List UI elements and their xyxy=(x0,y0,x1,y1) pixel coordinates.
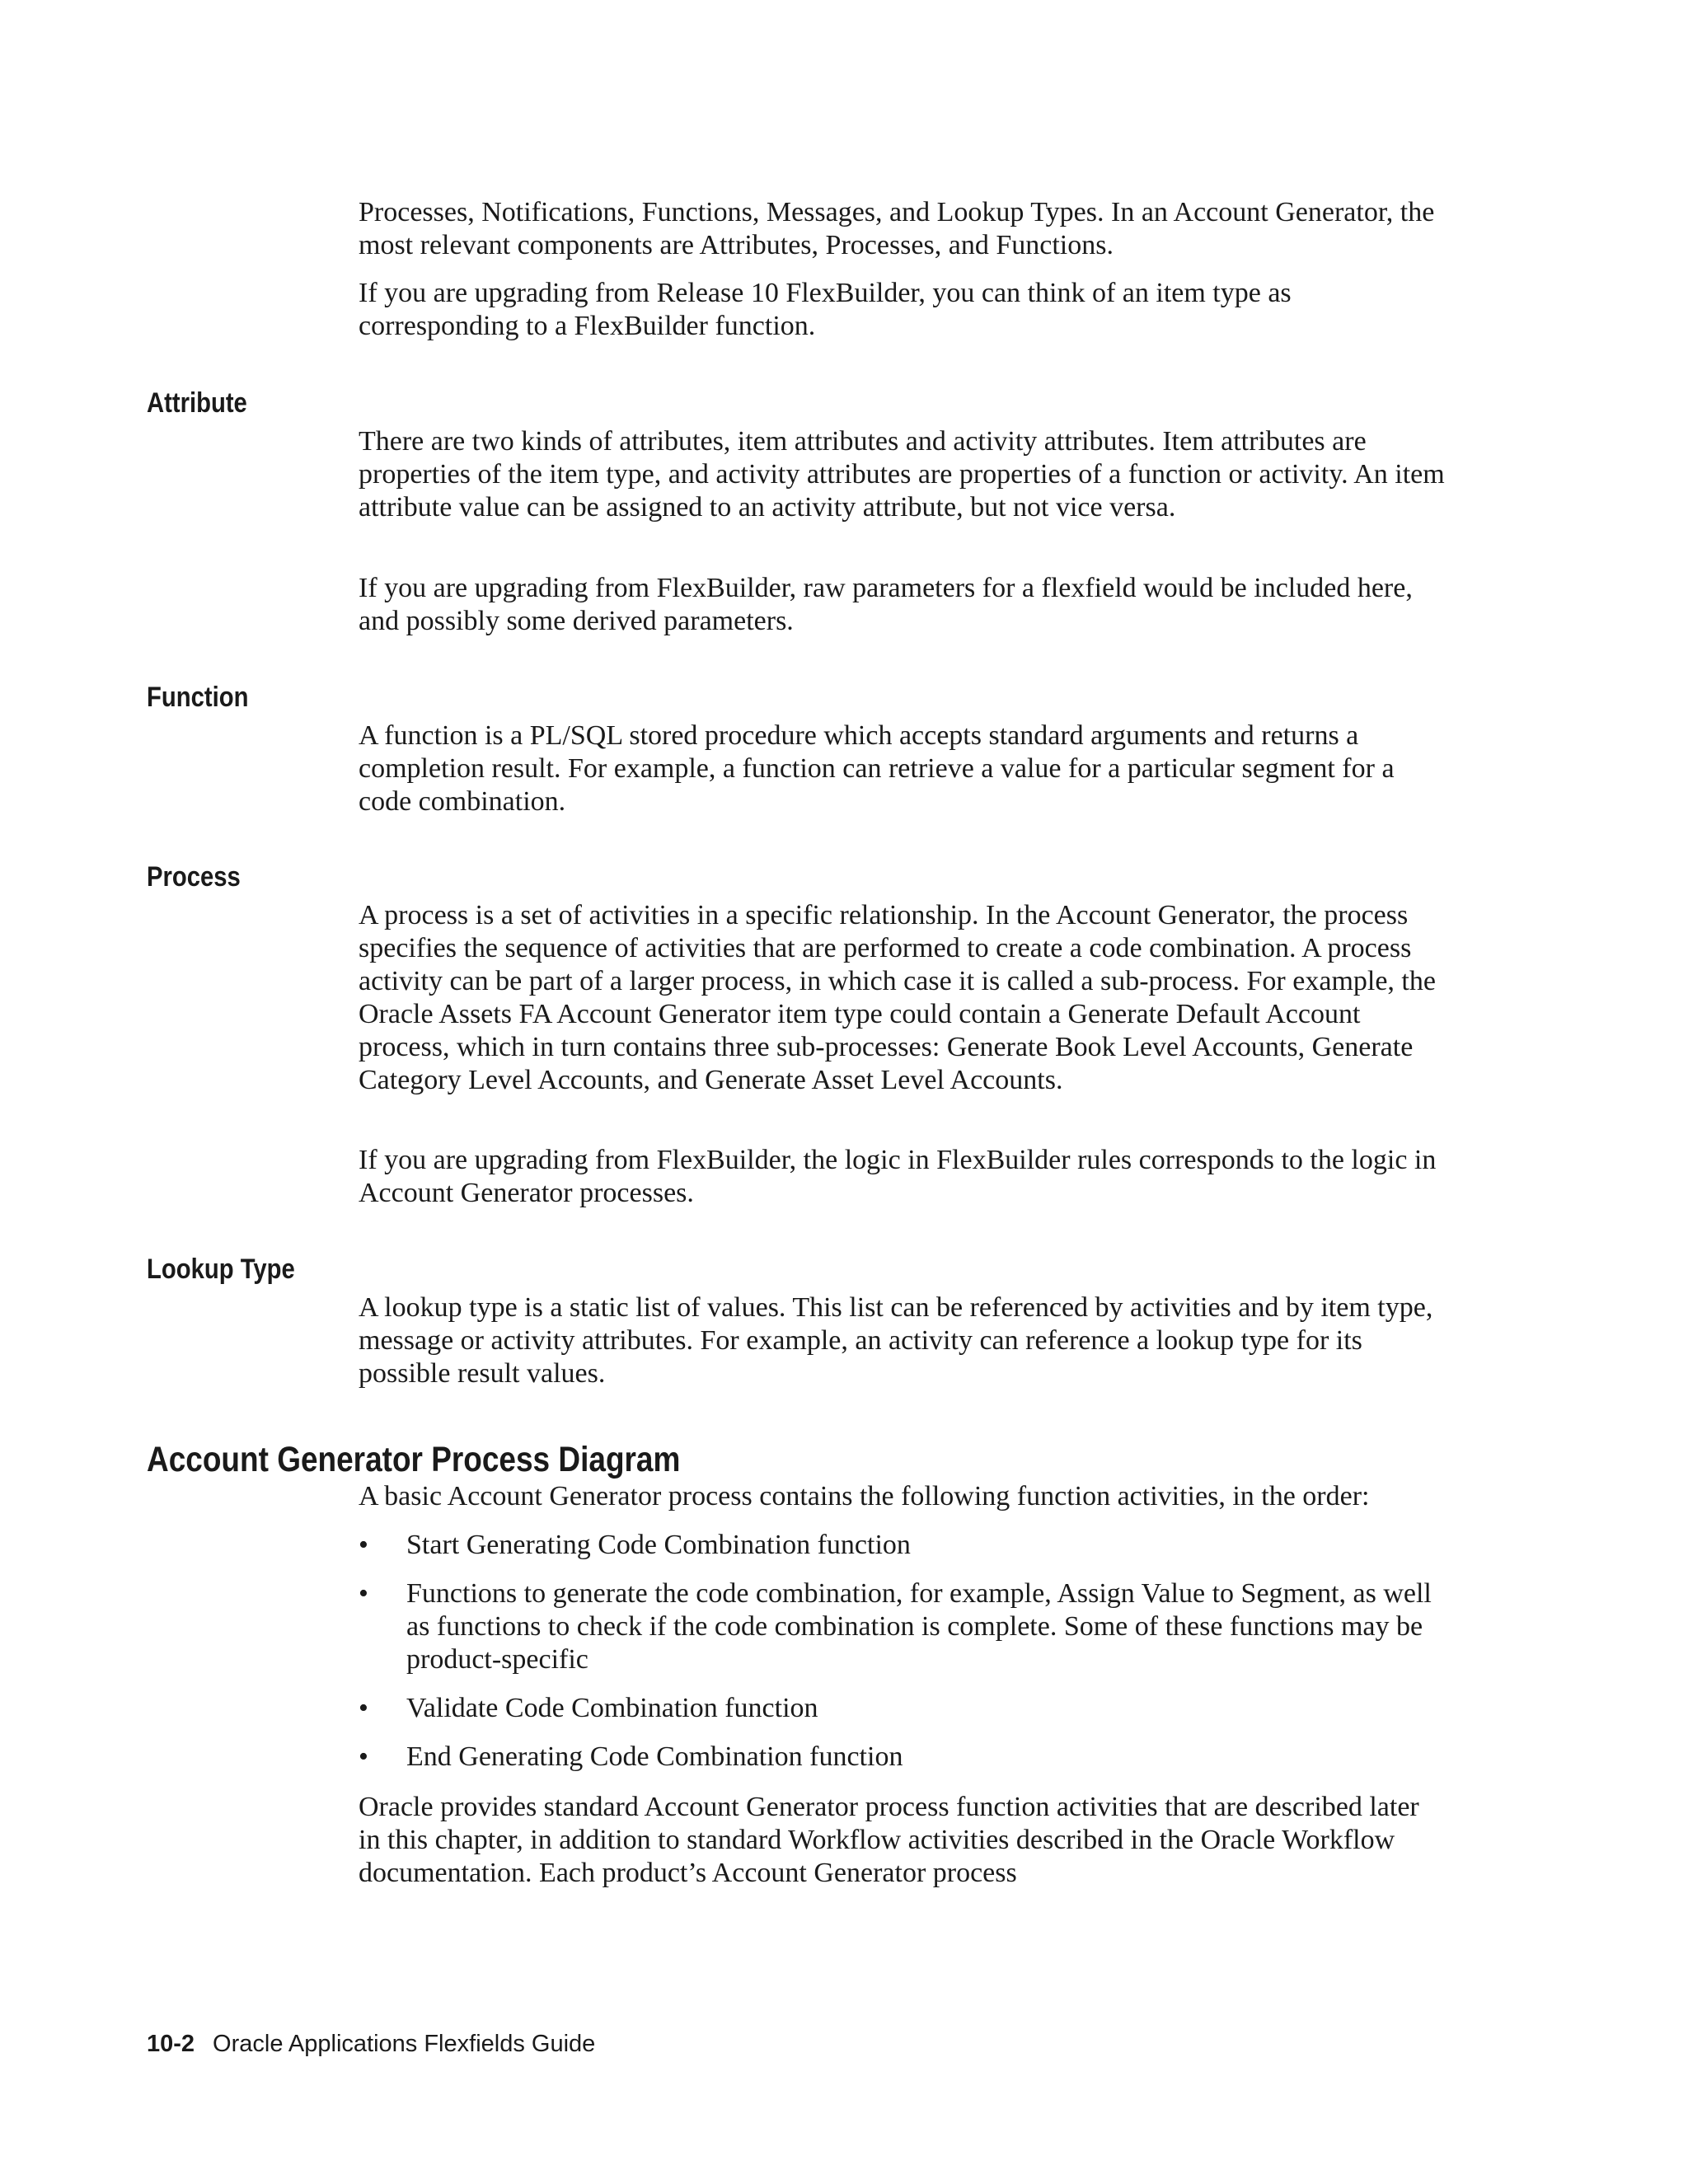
bullet-icon: • xyxy=(359,1578,368,1609)
function-paragraph-1: A function is a PL/SQL stored procedure which accepts standard arguments and returns a completion result. For example, a function can retrieve a value for a particular segment for a code combination. xyxy=(359,720,1395,817)
intro-paragraph-2: If you are upgrading from Release 10 FlexBuilder, you can think of an item type as corresponding to a FlexBuilder function. xyxy=(359,278,1292,341)
activity-bullet-list xyxy=(359,1529,1447,1789)
bullet-icon: • xyxy=(359,1530,368,1560)
lookup-type-paragraph-1: A lookup type is a static list of values. This list can be referenced by activities and by item type, message or activity attributes. For example, an activity can reference a lookup type for its possible result values. xyxy=(359,1292,1433,1389)
bullet-icon: • xyxy=(359,1693,368,1723)
list-item-text: Validate Code Combination function xyxy=(406,1693,818,1723)
closing-paragraph: Oracle provides standard Account Generator process function activities that are described later in this chapter, in addition to standard Workflow activities described in the Oracle Workflow documentation. Each product’s Account Generator process xyxy=(359,1792,1419,1888)
attribute-paragraph-1: There are two kinds of attributes, item attributes and activity attributes. Item attributes are properties of the item type, and activity attributes are properties of a function or activity. An item attribute value can be assigned to an activity attribute, but not vice versa. xyxy=(359,426,1445,523)
page-footer xyxy=(147,2029,595,2059)
process-heading: Process xyxy=(147,861,241,893)
lookup-type-heading: Lookup Type xyxy=(147,1254,295,1285)
list-item xyxy=(359,1577,1447,1676)
intro-paragraph-1: Processes, Notifications, Functions, Messages, and Lookup Types. In an Account Generator, the most relevant components are Attributes, Processes, and Functions. xyxy=(359,197,1435,260)
process-paragraph-2: If you are upgrading from FlexBuilder, the logic in FlexBuilder rules corresponds to the logic in Account Generator processes. xyxy=(359,1145,1437,1208)
list-item-text: End Generating Code Combination function xyxy=(406,1741,903,1772)
diagram-intro-paragraph: A basic Account Generator process contains the following function activities, in the order: xyxy=(359,1481,1370,1511)
list-item xyxy=(359,1692,1447,1725)
process-paragraph-1: A process is a set of activities in a specific relationship. In the Account Generator, the process specifies the sequence of activities that are performed to create a code combination. A process activity can be part of a larger process, in which case it is called a sub-process. For example, the Oracle Assets FA Account Generator item type could contain a Generate Default Account process, which in turn contains three sub-processes: Generate Book Level Accounts, Generate Category Level Accounts, and Generate Asset Level Accounts. xyxy=(359,900,1436,1095)
page-number: 10-2 xyxy=(147,2031,195,2057)
list-item-text: Start Generating Code Combination function xyxy=(406,1530,911,1560)
attribute-heading: Attribute xyxy=(147,387,247,419)
book-title: Oracle Applications Flexfields Guide xyxy=(213,2031,596,2057)
list-item-text: Functions to generate the code combination, for example, Assign Value to Segment, as well as functions to check if the code combination is complete. Some of these functions may be product-specific xyxy=(406,1578,1432,1675)
function-heading: Function xyxy=(147,682,249,713)
list-item xyxy=(359,1741,1447,1774)
attribute-paragraph-2: If you are upgrading from FlexBuilder, raw parameters for a flexfield would be included here, and possibly some derived parameters. xyxy=(359,573,1413,636)
bullet-icon: • xyxy=(359,1741,368,1772)
section-title: Account Generator Process Diagram xyxy=(147,1440,681,1479)
list-item xyxy=(359,1529,1447,1562)
